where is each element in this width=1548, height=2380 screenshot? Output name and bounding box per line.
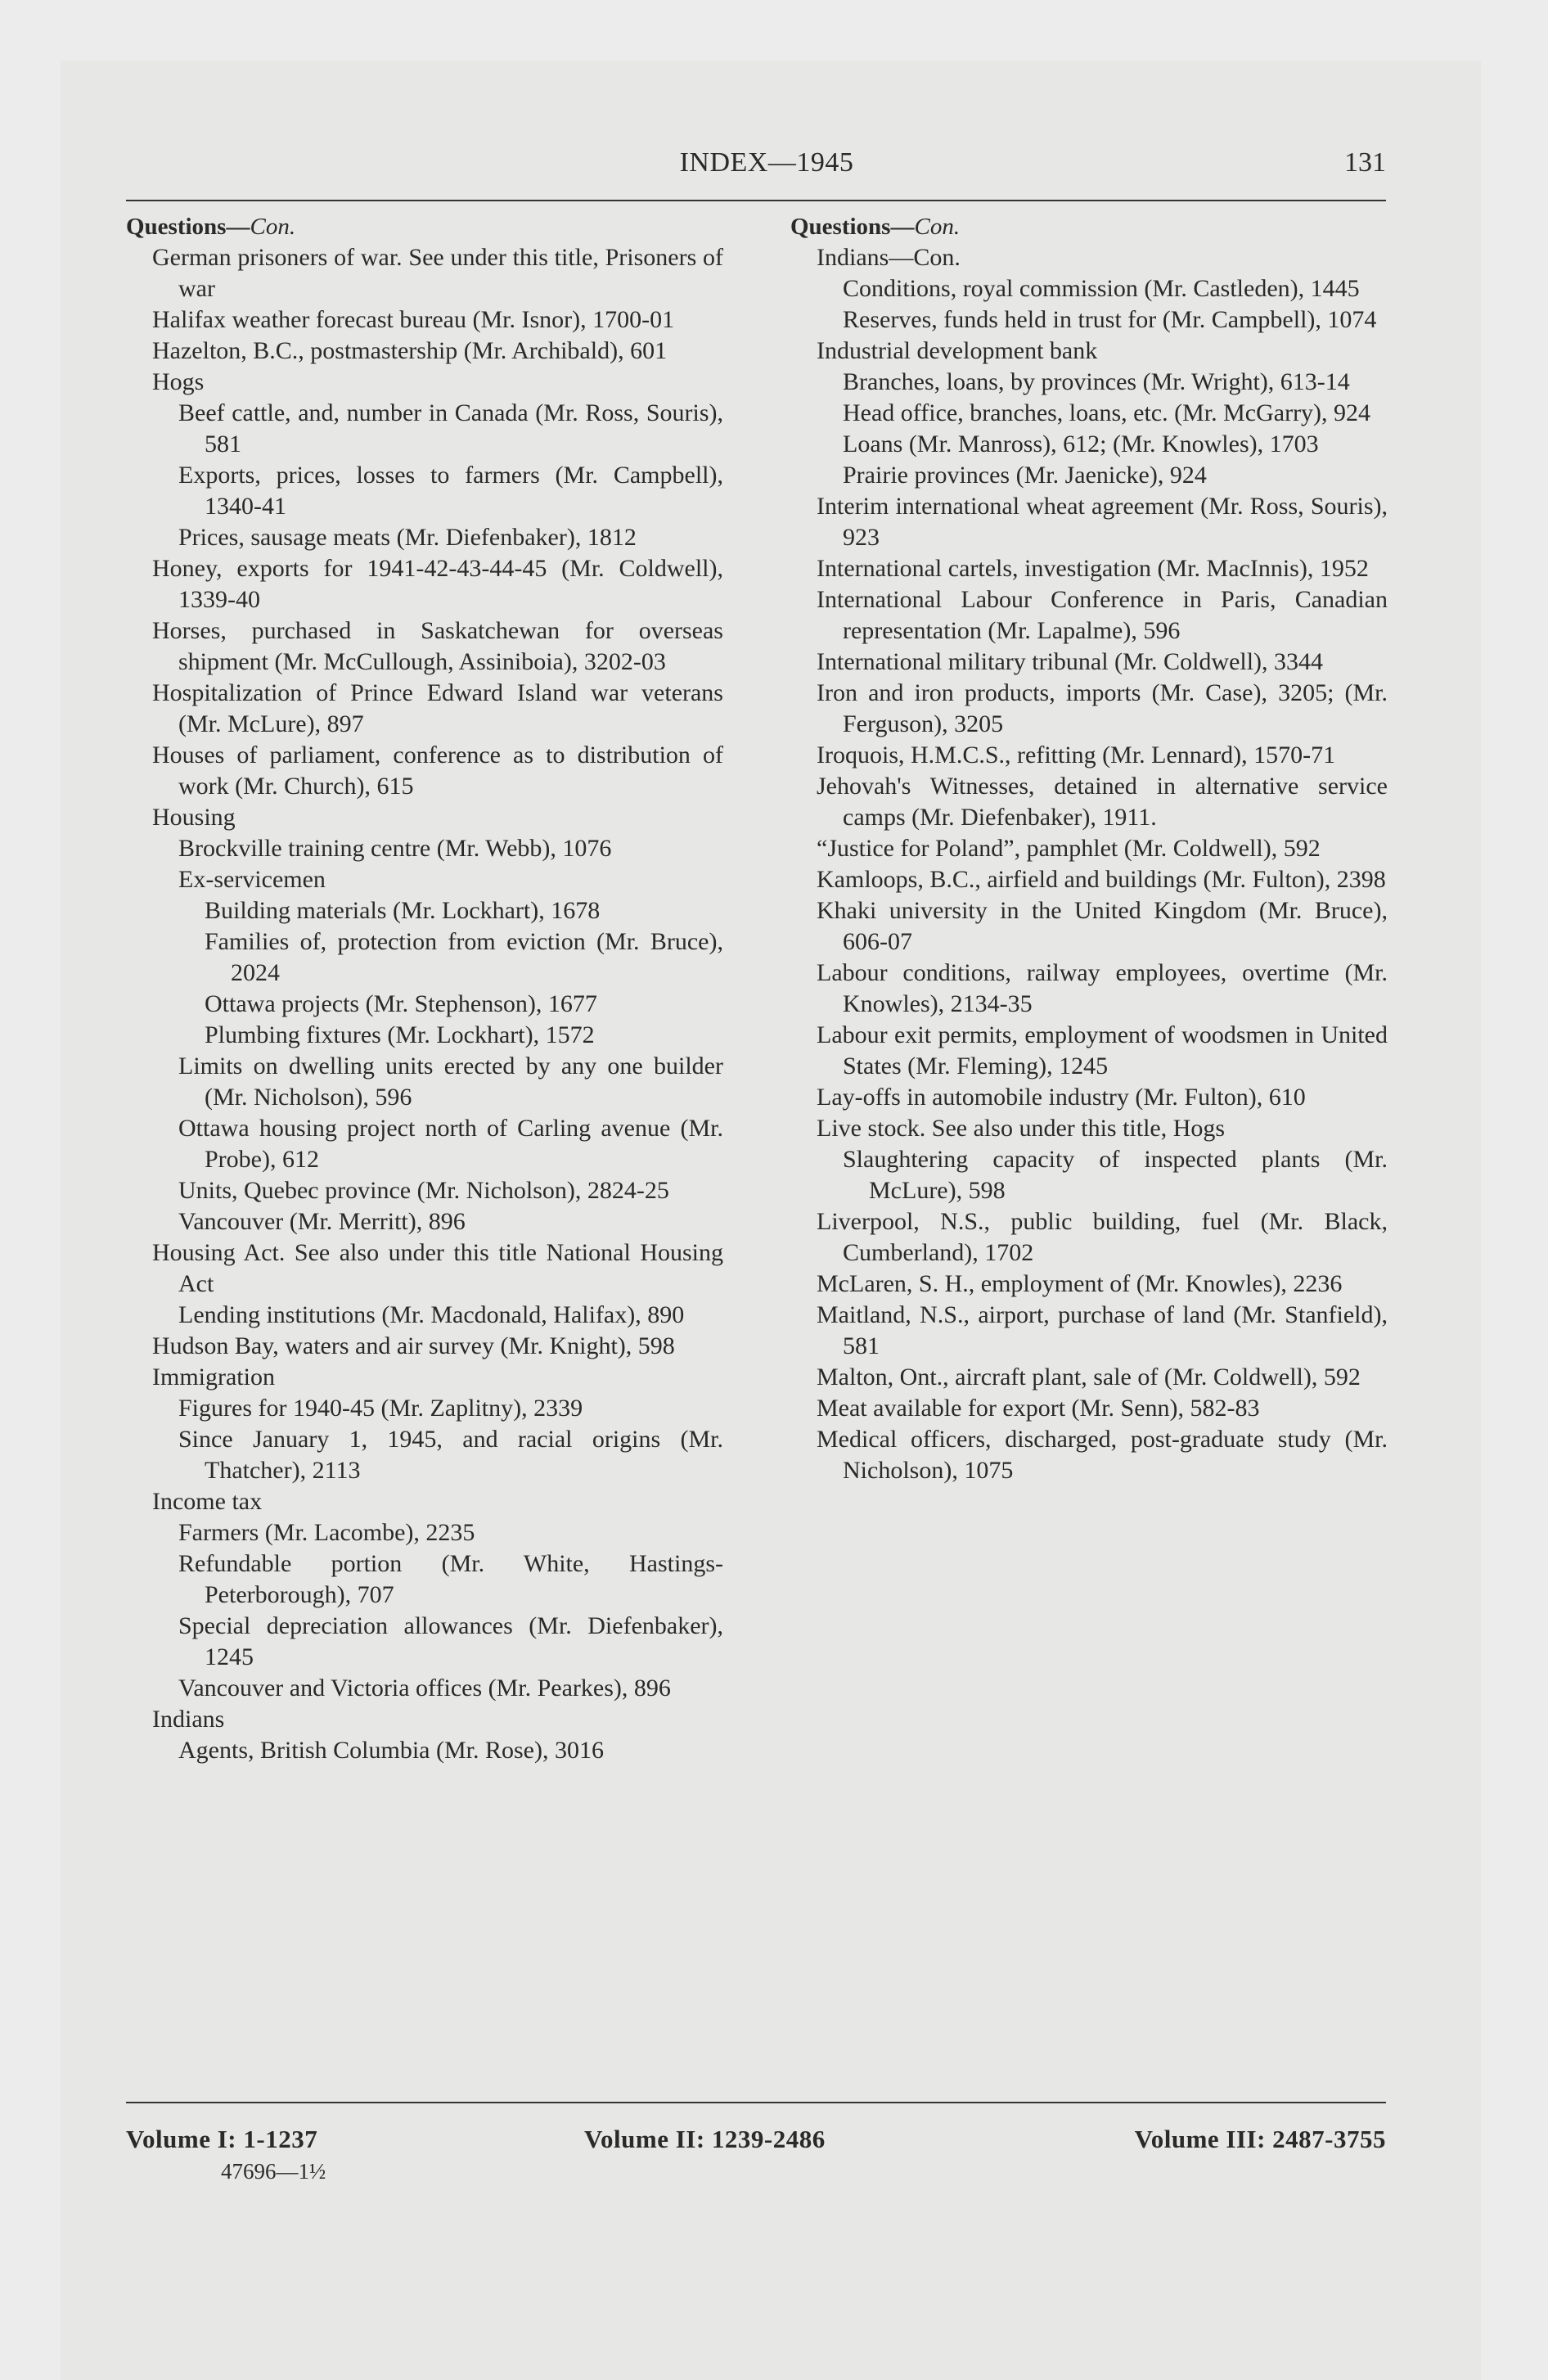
heading-continued: Con. bbox=[914, 214, 961, 240]
index-entry: Malton, Ont., aircraft plant, sale of (Mr. Coldwell), 592 bbox=[817, 1364, 1361, 1391]
index-entry: Brockville training centre (Mr. Webb), 1076 bbox=[178, 835, 612, 862]
footer-rule bbox=[126, 2102, 1386, 2103]
index-entry: Families of, protection from eviction (Mr. Bruce), 2024 bbox=[205, 928, 723, 986]
index-entry: Hazelton, B.C., postmastership (Mr. Archibald), 601 bbox=[152, 337, 668, 364]
index-entry: Special depreciation allowances (Mr. Diefenbaker), 1245 bbox=[178, 1612, 723, 1670]
section-heading bbox=[790, 211, 1388, 242]
index-entry: Labour conditions, railway employees, overtime (Mr. Knowles), 2134-35 bbox=[817, 959, 1388, 1017]
print-code: 47696—1½ bbox=[221, 2159, 326, 2184]
page-title: INDEX—1945 bbox=[679, 147, 854, 178]
section-heading bbox=[126, 211, 723, 242]
index-entry: Lay-offs in automobile industry (Mr. Fulton), 610 bbox=[817, 1084, 1306, 1111]
index-entry: “Justice for Poland”, pamphlet (Mr. Coldwell), 592 bbox=[817, 835, 1321, 862]
index-entry: Reserves, funds held in trust for (Mr. Campbell), 1074 bbox=[843, 306, 1377, 333]
index-entry: Housing Act. See also under this title National Housing Act bbox=[152, 1239, 723, 1297]
index-entry: Since January 1, 1945, and racial origins (Mr. Thatcher), 2113 bbox=[178, 1426, 723, 1484]
index-entry: Iroquois, H.M.C.S., refitting (Mr. Lennard), 1570-71 bbox=[817, 741, 1336, 769]
index-entry: Immigration bbox=[152, 1364, 275, 1391]
heading-text: Questions— bbox=[790, 214, 915, 240]
volume-2-range: Volume II: 1239-2486 bbox=[584, 2125, 826, 2153]
index-entry: Hudson Bay, waters and air survey (Mr. Knight), 598 bbox=[152, 1332, 675, 1359]
index-column-left bbox=[126, 211, 723, 1766]
index-entry: Vancouver and Victoria offices (Mr. Pearkes), 896 bbox=[178, 1675, 671, 1702]
index-entry: Head office, branches, loans, etc. (Mr. McGarry), 924 bbox=[843, 399, 1371, 426]
index-entry: Live stock. See also under this title, Hogs bbox=[817, 1115, 1226, 1142]
index-entry: Agents, British Columbia (Mr. Rose), 3016 bbox=[178, 1737, 604, 1764]
volume-1-range: Volume I: 1-1237 bbox=[126, 2125, 318, 2153]
index-entry: Plumbing fixtures (Mr. Lockhart), 1572 bbox=[205, 1021, 595, 1048]
index-entry: Farmers (Mr. Lacombe), 2235 bbox=[178, 1519, 475, 1546]
index-entry: Units, Quebec province (Mr. Nicholson), 2824-25 bbox=[178, 1177, 669, 1204]
index-entry: Khaki university in the United Kingdom (Mr. Bruce), 606-07 bbox=[817, 897, 1388, 955]
index-entry: Slaughtering capacity of inspected plants (Mr. McLure), 598 bbox=[843, 1146, 1388, 1204]
index-column-right bbox=[790, 211, 1388, 1486]
index-entry: Exports, prices, losses to farmers (Mr. Campbell), 1340-41 bbox=[178, 462, 723, 520]
index-entry: Prices, sausage meats (Mr. Diefenbaker), 1812 bbox=[178, 524, 637, 551]
index-entry: International military tribunal (Mr. Coldwell), 3344 bbox=[817, 648, 1324, 675]
index-entry: Labour exit permits, employment of woodsmen in United States (Mr. Fleming), 1245 bbox=[817, 1021, 1388, 1080]
index-entry: Liverpool, N.S., public building, fuel (Mr. Black, Cumberland), 1702 bbox=[817, 1208, 1388, 1266]
index-entry: Ottawa projects (Mr. Stephenson), 1677 bbox=[205, 990, 597, 1017]
index-entry: Hogs bbox=[152, 368, 205, 395]
index-entry: Vancouver (Mr. Merritt), 896 bbox=[178, 1208, 466, 1235]
index-entry: Halifax weather forecast bureau (Mr. Isnor), 1700-01 bbox=[152, 306, 675, 333]
index-entry: Ottawa housing project north of Carling avenue (Mr. Probe), 612 bbox=[178, 1115, 723, 1173]
index-entry: Refundable portion (Mr. White, Hastings-Peterborough), 707 bbox=[178, 1550, 723, 1608]
index-entry: Jehovah's Witnesses, detained in alternative service camps (Mr. Diefenbaker), 1911. bbox=[817, 773, 1388, 831]
index-entry: Houses of parliament, conference as to distribution of work (Mr. Church), 615 bbox=[152, 741, 723, 800]
index-entry: Limits on dwelling units erected by any one builder (Mr. Nicholson), 596 bbox=[178, 1053, 723, 1111]
index-entry: Income tax bbox=[152, 1488, 263, 1515]
index-entry: Lending institutions (Mr. Macdonald, Halifax), 890 bbox=[178, 1301, 685, 1328]
index-entry: German prisoners of war. See under this title, Prisoners of war bbox=[152, 244, 723, 302]
index-entry: Maitland, N.S., airport, purchase of land (Mr. Stanfield), 581 bbox=[817, 1301, 1388, 1359]
index-entry: Kamloops, B.C., airfield and buildings (Mr. Fulton), 2398 bbox=[817, 866, 1386, 893]
heading-text: Questions— bbox=[126, 214, 250, 240]
index-entry: Prairie provinces (Mr. Jaenicke), 924 bbox=[843, 462, 1207, 489]
index-entry: Figures for 1940-45 (Mr. Zaplitny), 2339 bbox=[178, 1395, 583, 1422]
header-rule bbox=[126, 200, 1386, 201]
index-entry: Indians bbox=[152, 1706, 225, 1733]
index-entry: Hospitalization of Prince Edward Island war veterans (Mr. McLure), 897 bbox=[152, 679, 723, 737]
index-entry: Meat available for export (Mr. Senn), 582-83 bbox=[817, 1395, 1260, 1422]
index-entry: Building materials (Mr. Lockhart), 1678 bbox=[205, 897, 601, 924]
index-entry: Interim international wheat agreement (Mr. Ross, Souris), 923 bbox=[817, 493, 1388, 551]
index-entry: Horses, purchased in Saskatchewan for overseas shipment (Mr. McCullough, Assiniboia), 3202-03 bbox=[152, 617, 723, 675]
index-entry: Medical officers, discharged, post-graduate study (Mr. Nicholson), 1075 bbox=[817, 1426, 1388, 1484]
index-entry: Indians—Con. bbox=[817, 244, 961, 271]
index-entry: McLaren, S. H., employment of (Mr. Knowles), 2236 bbox=[817, 1270, 1343, 1297]
index-entry: Beef cattle, and, number in Canada (Mr. Ross, Souris), 581 bbox=[178, 399, 723, 458]
index-entry: Conditions, royal commission (Mr. Castleden), 1445 bbox=[843, 275, 1360, 302]
index-entry: International cartels, investigation (Mr. MacInnis), 1952 bbox=[817, 555, 1369, 582]
index-entry: Honey, exports for 1941-42-43-44-45 (Mr. Coldwell), 1339-40 bbox=[152, 555, 723, 613]
page-header bbox=[147, 147, 1386, 193]
index-entry: Loans (Mr. Manross), 612; (Mr. Knowles), 1703 bbox=[843, 430, 1319, 458]
volume-3-range: Volume III: 2487-3755 bbox=[1134, 2125, 1386, 2153]
index-entry: Industrial development bank bbox=[817, 337, 1098, 364]
index-entry: Ex-servicemen bbox=[178, 866, 326, 893]
index-entry: Branches, loans, by provinces (Mr. Wright), 613-14 bbox=[843, 368, 1350, 395]
page-number: 131 bbox=[1344, 147, 1386, 178]
index-entry: Iron and iron products, imports (Mr. Case), 3205; (Mr. Ferguson), 3205 bbox=[817, 679, 1388, 737]
index-entry: International Labour Conference in Paris, Canadian representation (Mr. Lapalme), 596 bbox=[817, 586, 1388, 644]
page-footer bbox=[126, 2125, 1386, 2190]
index-entry: Housing bbox=[152, 804, 236, 831]
heading-continued: Con. bbox=[250, 214, 296, 240]
